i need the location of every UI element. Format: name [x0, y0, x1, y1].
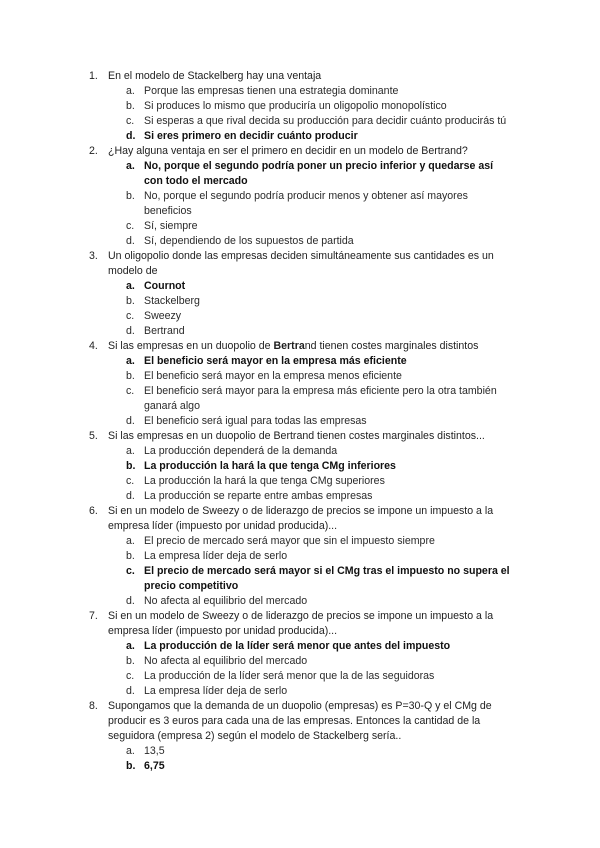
question-6: [0, 504, 600, 609]
option-letter: d.: [126, 685, 135, 697]
option-text: El beneficio será igual para todas las empresas: [144, 415, 367, 427]
option-letter: d.: [126, 415, 135, 427]
question-5: [0, 429, 600, 504]
option-text: La producción dependerá de la demanda: [144, 445, 338, 457]
question-number: 5.: [89, 430, 98, 442]
option-letter: b.: [126, 295, 135, 307]
question-3: [0, 249, 600, 339]
question-list: [0, 69, 600, 774]
option-text: La producción de la líder será menor que la de las seguidoras: [144, 670, 435, 682]
question-text: [108, 339, 514, 354]
answer-option: [0, 594, 514, 609]
answer-option: [0, 384, 514, 414]
option-list: [108, 354, 514, 429]
question-1: [0, 69, 600, 144]
option-letter: d.: [126, 130, 136, 142]
answer-option-correct: [0, 639, 514, 654]
option-letter: a.: [126, 745, 135, 757]
answer-option: [0, 369, 514, 384]
option-text: 6,75: [144, 760, 165, 772]
option-text: El precio de mercado será mayor que sin el impuesto siempre: [144, 535, 435, 547]
answer-option-correct: [0, 354, 514, 369]
answer-option: [0, 534, 514, 549]
option-list: [108, 534, 514, 609]
option-text: 13,5: [144, 745, 165, 757]
answer-option: [0, 294, 514, 309]
answer-option: [0, 489, 514, 504]
question-text-bold: Bertra: [273, 340, 305, 352]
option-text: Stackelberg: [144, 295, 200, 307]
question-number: 1.: [89, 70, 98, 82]
question-text-part: Si las empresas en un duopolio de: [108, 340, 274, 352]
question-number: 6.: [89, 505, 98, 517]
option-text: Si produces lo mismo que produciría un oligopolio monopolístico: [144, 100, 447, 112]
answer-option: [0, 114, 514, 129]
answer-option: [0, 654, 514, 669]
option-letter: c.: [126, 220, 135, 232]
question-number: 2.: [89, 145, 98, 157]
option-text: La empresa líder deja de serlo: [144, 550, 288, 562]
answer-option-correct: [0, 159, 514, 189]
option-text: No, porque el segundo podría poner un precio inferior y quedarse así con todo el mercado: [144, 160, 494, 187]
question-4: [0, 339, 600, 429]
option-text: La empresa líder deja de serlo: [144, 685, 288, 697]
option-letter: c.: [126, 385, 135, 397]
option-letter: b.: [126, 100, 135, 112]
option-text: El beneficio será mayor para la empresa más eficiente pero la otra también ganará algo: [144, 385, 497, 412]
question-text: ¿Hay alguna ventaja en ser el primero en decidir en un modelo de Bertrand?: [108, 145, 468, 157]
answer-option: [0, 234, 514, 249]
question-2: [0, 144, 600, 249]
option-letter: c.: [126, 565, 135, 577]
question-text-part: nd tienen costes marginales distintos: [304, 340, 479, 352]
answer-option: [0, 444, 514, 459]
option-letter: d.: [126, 595, 135, 607]
answer-option: [0, 414, 514, 429]
answer-option-correct: [0, 759, 514, 774]
option-letter: d.: [126, 490, 135, 502]
answer-option-correct: [0, 564, 514, 594]
answer-option: [0, 219, 514, 234]
option-list: [108, 744, 514, 774]
question-number: 3.: [89, 250, 98, 262]
answer-option: [0, 99, 514, 114]
question-text: Un oligopolio donde las empresas deciden simultáneamente sus cantidades es un modelo de: [108, 250, 494, 277]
option-letter: b.: [126, 655, 135, 667]
option-text: No, porque el segundo podría producir menos y obtener así mayores beneficios: [144, 190, 468, 217]
option-list: [108, 279, 514, 339]
option-letter: d.: [126, 235, 135, 247]
option-text: Sí, dependiendo de los supuestos de partida: [144, 235, 354, 247]
question-7: [0, 609, 600, 699]
option-list: [108, 159, 514, 249]
option-text: La producción de la líder será menor que antes del impuesto: [144, 640, 451, 652]
option-letter: b.: [126, 370, 135, 382]
answer-option: [0, 669, 514, 684]
option-text: Porque las empresas tienen una estrategia dominante: [144, 85, 399, 97]
question-number: 4.: [89, 340, 98, 352]
question-8: [0, 699, 600, 774]
answer-option: [0, 474, 514, 489]
option-text: El precio de mercado será mayor si el CMg tras el impuesto no supera el precio competitivo: [144, 565, 510, 592]
option-text: Sí, siempre: [144, 220, 198, 232]
option-list: [108, 84, 514, 144]
answer-option: [0, 744, 514, 759]
answer-option: [0, 309, 514, 324]
answer-option: [0, 189, 514, 219]
question-text: Si en un modelo de Sweezy o de liderazgo de precios se impone un impuesto a la empresa líder (impuesto por unidad producida)...: [108, 505, 494, 532]
option-letter: a.: [126, 640, 135, 652]
option-text: La producción la hará la que tenga CMg superiores: [144, 475, 385, 487]
option-letter: a.: [126, 160, 135, 172]
option-list: [108, 639, 514, 699]
question-number: 7.: [89, 610, 98, 622]
option-text: El beneficio será mayor en la empresa más eficiente: [144, 355, 407, 367]
option-text: Si esperas a que rival decida su producción para decidir cuánto producirás tú: [144, 115, 507, 127]
option-text: No afecta al equilibrio del mercado: [144, 595, 308, 607]
answer-option: [0, 684, 514, 699]
option-letter: c.: [126, 115, 135, 127]
option-letter: a.: [126, 280, 135, 292]
question-text: Si en un modelo de Sweezy o de liderazgo de precios se impone un impuesto a la empresa líder (impuesto por unidad producida)...: [108, 610, 494, 637]
option-letter: a.: [126, 445, 135, 457]
option-letter: a.: [126, 355, 135, 367]
option-text: No afecta al equilibrio del mercado: [144, 655, 308, 667]
option-letter: a.: [126, 535, 135, 547]
question-number: 8.: [89, 700, 98, 712]
option-text: Bertrand: [144, 325, 185, 337]
answer-option-correct: [0, 129, 514, 144]
question-text: Si las empresas en un duopolio de Bertrand tienen costes marginales distintos...: [108, 430, 485, 442]
option-letter: c.: [126, 310, 135, 322]
option-text: La producción la hará la que tenga CMg inferiores: [144, 460, 396, 472]
option-letter: b.: [126, 460, 136, 472]
option-text: La producción se reparte entre ambas empresas: [144, 490, 373, 502]
option-text: El beneficio será mayor en la empresa menos eficiente: [144, 370, 402, 382]
option-text: Si eres primero en decidir cuánto producir: [144, 130, 358, 142]
answer-option: [0, 84, 514, 99]
option-letter: b.: [126, 190, 135, 202]
answer-option: [0, 324, 514, 339]
question-text: En el modelo de Stackelberg hay una ventaja: [108, 70, 322, 82]
option-letter: a.: [126, 85, 135, 97]
option-letter: b.: [126, 550, 135, 562]
answer-option-correct: [0, 459, 514, 474]
question-text: Supongamos que la demanda de un duopolio (empresas) es P=30-Q y el CMg de producir es 3 euros para cada una de las empresas. Entonces la cantidad de la seguidora (empresa 2) según el modelo de Stackelberg sería..: [108, 700, 492, 742]
option-list: [108, 444, 514, 504]
answer-option-correct: [0, 279, 514, 294]
answer-option: [0, 549, 514, 564]
option-text: Cournot: [144, 280, 186, 292]
option-text: Sweezy: [144, 310, 182, 322]
option-letter: b.: [126, 760, 136, 772]
option-letter: d.: [126, 325, 135, 337]
option-letter: c.: [126, 670, 135, 682]
option-letter: c.: [126, 475, 135, 487]
